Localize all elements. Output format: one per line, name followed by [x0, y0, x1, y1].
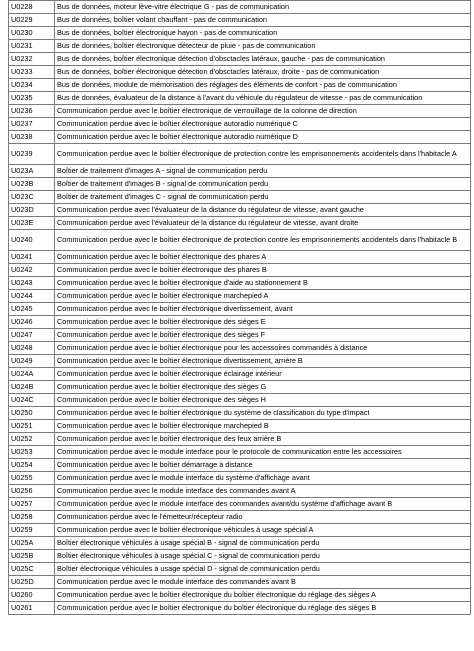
fault-description-cell: Communication perdue avec le boîtier électronique du boîtier électronique du réglage des sièges A: [55, 589, 471, 602]
table-row: [9, 118, 471, 131]
table-row: [9, 264, 471, 277]
fault-code-cell: U025A: [9, 537, 55, 550]
fault-code-cell: U0250: [9, 407, 55, 420]
fault-code-cell: U023A: [9, 165, 55, 178]
fault-code-rows: [9, 1, 471, 615]
fault-description-cell: Bus de données, boîtier électronique détecteur de pluie - pas de communication: [55, 40, 471, 53]
fault-code-cell: U0234: [9, 79, 55, 92]
fault-description-cell: Boîtier de traitement d'images B - signal de communication perdu: [55, 178, 471, 191]
fault-code-cell: U0260: [9, 589, 55, 602]
table-row: [9, 394, 471, 407]
fault-code-cell: U0242: [9, 264, 55, 277]
fault-description-cell: Communication perdue avec le boîtier électronique pour les accessoires commandés à distance: [55, 342, 471, 355]
fault-description-cell: Boîtier de traitement d'images C - signal de communication perdu: [55, 191, 471, 204]
fault-description-cell: Communication perdue avec le boîtier électronique des phares B: [55, 264, 471, 277]
table-row: [9, 368, 471, 381]
table-row: [9, 420, 471, 433]
fault-description-cell: Bus de données, boîtier électronique hayon - pas de communication: [55, 27, 471, 40]
table-row: [9, 550, 471, 563]
fault-description-cell: Communication perdue avec le boîtier électronique des phares A: [55, 251, 471, 264]
fault-code-cell: U0254: [9, 459, 55, 472]
fault-description-cell: Boîtier de traitement d'images A - signal de communication perdu: [55, 165, 471, 178]
table-row: [9, 277, 471, 290]
fault-code-cell: U0258: [9, 511, 55, 524]
fault-description-cell: Communication perdue avec le boîtier électronique de verrouillage de la colonne de direction: [55, 105, 471, 118]
fault-code-cell: U024B: [9, 381, 55, 394]
table-row: [9, 14, 471, 27]
fault-code-cell: U0257: [9, 498, 55, 511]
fault-description-cell: Communication perdue avec le boîtier électronique divertissement, arrière B: [55, 355, 471, 368]
fault-description-cell: Bus de données, boîtier volant chauffant - pas de communication: [55, 14, 471, 27]
fault-code-cell: U0232: [9, 53, 55, 66]
fault-description-cell: Boîtier électronique véhicules à usage spécial D - signal de communication perdu: [55, 563, 471, 576]
fault-description-cell: Communication perdue avec le boîtier électronique du système de classification du type d'impact: [55, 407, 471, 420]
fault-code-cell: U0240: [9, 230, 55, 251]
table-row: [9, 66, 471, 79]
table-row: [9, 290, 471, 303]
table-row: [9, 511, 471, 524]
fault-code-cell: U0235: [9, 92, 55, 105]
table-row: [9, 251, 471, 264]
fault-description-cell: Communication perdue avec le module interface des commandes avant B: [55, 576, 471, 589]
fault-code-cell: U0247: [9, 329, 55, 342]
fault-description-cell: Communication perdue avec le boîtier électronique des sièges E: [55, 316, 471, 329]
table-row: [9, 79, 471, 92]
fault-code-cell: U0256: [9, 485, 55, 498]
table-row: [9, 576, 471, 589]
fault-description-cell: Communication perdue avec le boîtier électronique des feux arrière B: [55, 433, 471, 446]
fault-description-cell: Communication perdue avec le boîtier électronique divertissement, avant: [55, 303, 471, 316]
fault-code-cell: U0261: [9, 602, 55, 615]
table-row: [9, 524, 471, 537]
fault-code-cell: U023D: [9, 204, 55, 217]
fault-code-cell: U0245: [9, 303, 55, 316]
fault-description-cell: Communication perdue avec l'évaluateur de la distance du régulateur de vitesse, avant gauche: [55, 204, 471, 217]
fault-description-cell: Communication perdue avec le module interface des commandes avant/du système d'affichage avant B: [55, 498, 471, 511]
table-row: [9, 303, 471, 316]
table-row: [9, 53, 471, 66]
table-row: [9, 602, 471, 615]
table-row: [9, 407, 471, 420]
fault-description-cell: Communication perdue avec le boîtier électronique marchepied B: [55, 420, 471, 433]
table-row: [9, 446, 471, 459]
table-row: [9, 1, 471, 14]
fault-code-cell: U025D: [9, 576, 55, 589]
table-row: [9, 27, 471, 40]
fault-code-cell: U0233: [9, 66, 55, 79]
fault-code-cell: U0259: [9, 524, 55, 537]
fault-description-cell: Boîtier électronique véhicules à usage spécial B - signal de communication perdu: [55, 537, 471, 550]
table-row: [9, 498, 471, 511]
table-row: [9, 563, 471, 576]
fault-description-cell: Communication perdue avec le module interface des commandes avant A: [55, 485, 471, 498]
fault-code-cell: U0244: [9, 290, 55, 303]
table-row: [9, 433, 471, 446]
fault-code-cell: U0246: [9, 316, 55, 329]
fault-description-cell: Communication perdue avec le module interface du système d'affichage avant: [55, 472, 471, 485]
fault-description-cell: Bus de données, boîtier électronique détection d'obsctacles latéraux, gauche - pas de communication: [55, 53, 471, 66]
table-row: [9, 472, 471, 485]
fault-description-cell: Communication perdue avec le boîtier électronique autoradio numérique C: [55, 118, 471, 131]
fault-description-cell: Bus de données, boîtier électronique détection d'obsctacles latéraux, droite - pas de communication: [55, 66, 471, 79]
table-row: [9, 329, 471, 342]
fault-description-cell: Communication perdue avec le boîtier démarrage à distance: [55, 459, 471, 472]
table-row: [9, 381, 471, 394]
fault-code-cell: U0229: [9, 14, 55, 27]
fault-code-cell: U0255: [9, 472, 55, 485]
table-row: [9, 230, 471, 251]
fault-description-cell: Communication perdue avec le boîtier électronique du boîtier électronique du réglage des sièges B: [55, 602, 471, 615]
fault-description-cell: Communication perdue avec le boîtier électronique marchepied A: [55, 290, 471, 303]
table-row: [9, 178, 471, 191]
fault-description-cell: Communication perdue avec le boîtier électronique des sièges F: [55, 329, 471, 342]
fault-code-cell: U0249: [9, 355, 55, 368]
fault-code-cell: U0239: [9, 144, 55, 165]
table-row: [9, 40, 471, 53]
table-row: [9, 131, 471, 144]
fault-code-cell: U0231: [9, 40, 55, 53]
fault-description-cell: Bus de données, moteur lève-vitre électrique G - pas de communication: [55, 1, 471, 14]
fault-code-cell: U0228: [9, 1, 55, 14]
table-row: [9, 589, 471, 602]
fault-code-cell: U0252: [9, 433, 55, 446]
fault-description-cell: Communication perdue avec le boîtier électronique d'aide au stationnement B: [55, 277, 471, 290]
fault-code-cell: U023C: [9, 191, 55, 204]
table-row: [9, 92, 471, 105]
fault-description-cell: Boîtier électronique véhicules à usage spécial C - signal de communication perdu: [55, 550, 471, 563]
table-row: [9, 342, 471, 355]
table-row: [9, 355, 471, 368]
table-row: [9, 459, 471, 472]
fault-description-cell: Communication perdue avec le boîtier électronique véhicules à usage spécial A: [55, 524, 471, 537]
fault-description-cell: Bus de données, évaluateur de la distance à l'avant du véhicule du régulateur de vitesse - pas de communication: [55, 92, 471, 105]
fault-description-cell: Bus de données, module de mémorisation des réglages des éléments de confort - pas de communication: [55, 79, 471, 92]
fault-code-cell: U025C: [9, 563, 55, 576]
fault-code-cell: U0230: [9, 27, 55, 40]
fault-code-cell: U0238: [9, 131, 55, 144]
fault-code-cell: U0237: [9, 118, 55, 131]
table-row: [9, 537, 471, 550]
fault-description-cell: Communication perdue avec le boîtier électronique des sièges H: [55, 394, 471, 407]
fault-code-cell: U023B: [9, 178, 55, 191]
fault-description-cell: Communication perdue avec l'évaluateur de la distance du régulateur de vitesse, avant droite: [55, 217, 471, 230]
fault-code-cell: U0251: [9, 420, 55, 433]
table-row: [9, 105, 471, 118]
fault-description-cell: Communication perdue avec le l'émetteur/récepteur radio: [55, 511, 471, 524]
fault-description-cell: Communication perdue avec le module interface pour le protocole de communication entre les accessoires: [55, 446, 471, 459]
fault-description-cell: Communication perdue avec le boîtier électronique de protection contre les emprisonnements accidentels dans l'habitacle B: [55, 230, 471, 251]
fault-description-cell: Communication perdue avec le boîtier électronique des sièges G: [55, 381, 471, 394]
fault-code-cell: U0253: [9, 446, 55, 459]
fault-code-cell: U0248: [9, 342, 55, 355]
table-row: [9, 217, 471, 230]
fault-code-cell: U024C: [9, 394, 55, 407]
fault-code-cell: U0236: [9, 105, 55, 118]
fault-description-cell: Communication perdue avec le boîtier électronique éclairage intérieur: [55, 368, 471, 381]
table-row: [9, 204, 471, 217]
table-row: [9, 485, 471, 498]
table-row: [9, 144, 471, 165]
fault-code-cell: U0243: [9, 277, 55, 290]
table-row: [9, 191, 471, 204]
fault-description-cell: Communication perdue avec le boîtier électronique de protection contre les emprisonnements accidentels dans l'habitacle A: [55, 144, 471, 165]
fault-code-cell: U023E: [9, 217, 55, 230]
table-row: [9, 316, 471, 329]
fault-description-cell: Communication perdue avec le boîtier électronique autoradio numérique D: [55, 131, 471, 144]
table-row: [9, 165, 471, 178]
fault-code-table: [8, 0, 471, 615]
fault-code-cell: U025B: [9, 550, 55, 563]
fault-code-cell: U024A: [9, 368, 55, 381]
fault-code-cell: U0241: [9, 251, 55, 264]
